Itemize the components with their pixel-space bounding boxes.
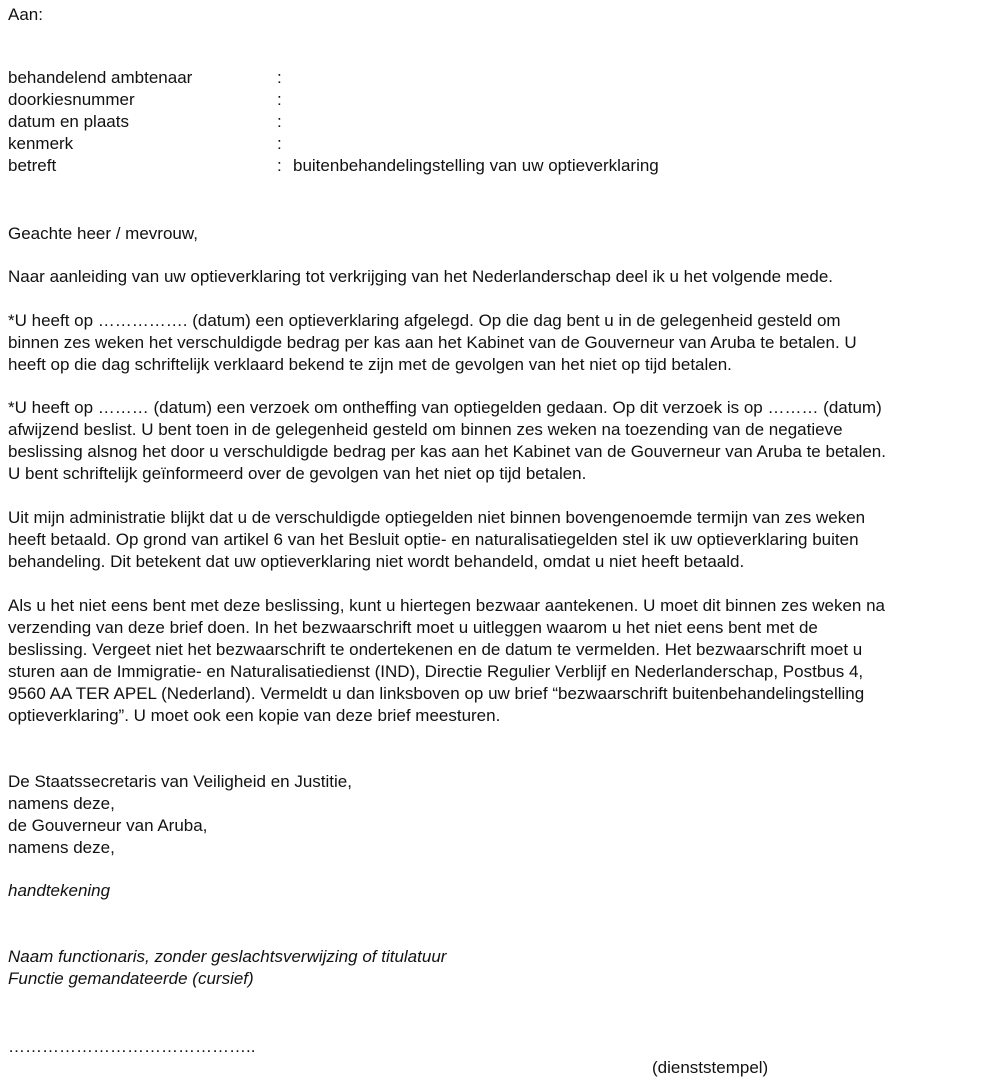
field-label: betreft bbox=[8, 156, 57, 175]
paragraph-line: *U heeft op ……………. (datum) een optieverklaring afgelegd. Op die dag bent u in de gelegenheid gesteld om bbox=[8, 311, 841, 330]
paragraph-line: verzending van deze brief doen. In het bezwaarschrift moet u uitleggen waarom u het niet eens bent met de bbox=[8, 618, 818, 637]
field-label: behandelend ambtenaar bbox=[8, 68, 193, 87]
intro-paragraph: Naar aanleiding van uw optieverklaring tot verkrijging van het Nederlanderschap deel ik u het volgende mede. bbox=[8, 267, 833, 286]
objection-paragraph bbox=[8, 595, 1000, 727]
paragraph-line: sturen aan de Immigratie- en Naturalisatiedienst (IND), Directie Regulier Verblijf en Nederlanderschap, Postbus 4, bbox=[8, 662, 864, 681]
paragraph-line: heeft op die dag schriftelijk verklaard bekend te zijn met de gevolgen van het niet op tijd betalen. bbox=[8, 355, 732, 374]
signatory-line: De Staatssecretaris van Veiligheid en Justitie, bbox=[8, 772, 352, 791]
official-name-placeholder: Naam functionaris, zonder geslachtsverwijzing of titulatuur bbox=[8, 947, 447, 966]
signatory-line: de Gouverneur van Aruba, bbox=[8, 816, 208, 835]
field-label: datum en plaats bbox=[8, 112, 129, 131]
field-colon: : bbox=[277, 90, 282, 109]
paragraph-line: behandeling. Dit betekent dat uw optieverklaring niet wordt behandeld, omdat u niet heeft betaald. bbox=[8, 552, 745, 571]
paragraph-line: Uit mijn administratie blijkt dat u de verschuldigde optiegelden niet binnen bovengenoemde termijn van zes weken bbox=[8, 508, 866, 527]
field-colon: : bbox=[277, 68, 282, 87]
salutation: Geachte heer / mevrouw, bbox=[8, 224, 198, 243]
paragraph-line: U bent schriftelijk geïnformeerd over de gevolgen van het niet op tijd betalen. bbox=[8, 464, 587, 483]
paragraph-line: heeft betaald. Op grond van artikel 6 van het Besluit optie- en naturalisatiegelden stel ik uw optieverklaring buiten bbox=[8, 530, 859, 549]
paragraph-line: beslissing alsnog het door u verschuldigde bedrag per kas aan het Kabinet van de Gouverneur van Aruba te betalen. bbox=[8, 442, 886, 461]
field-colon: : bbox=[277, 112, 282, 131]
paragraph-line: Als u het niet eens bent met deze beslissing, kunt u hiertegen bezwaar aantekenen. U moet dit binnen zes weken na bbox=[8, 596, 885, 615]
field-label: kenmerk bbox=[8, 134, 74, 153]
paragraph-line: 9560 AA TER APEL (Nederland). Vermeldt u dan linksboven op uw brief “bezwaarschrift buitenbehandelingstelling bbox=[8, 684, 865, 703]
decision-paragraph bbox=[8, 507, 1000, 573]
paragraph-line: binnen zes weken het verschuldigde bedrag per kas aan het Kabinet van de Gouverneur van Aruba te betalen. U bbox=[8, 333, 857, 352]
field-colon: : bbox=[277, 134, 282, 153]
option-a-paragraph bbox=[8, 310, 1000, 376]
signatory-line: namens deze, bbox=[8, 838, 115, 857]
paragraph-line: beslissing. Vergeet niet het bezwaarschrift te ondertekenen en de datum te vermelden. Het bezwaarschrift moet u bbox=[8, 640, 863, 659]
field-label: doorkiesnummer bbox=[8, 90, 135, 109]
signature-placeholder: handtekening bbox=[8, 881, 111, 900]
addressee-label: Aan: bbox=[8, 5, 43, 24]
paragraph-line: afwijzend beslist. U bent toen in de gelegenheid gesteld om binnen zes weken na toezending van de negatieve bbox=[8, 420, 843, 439]
paragraph-line: *U heeft op ……… (datum) een verzoek om ontheffing van optiegelden gedaan. Op dit verzoek is op ……… (datum) bbox=[8, 398, 882, 417]
signatory-line: namens deze, bbox=[8, 794, 115, 813]
option-b-paragraph bbox=[8, 397, 1000, 485]
dotted-line: …………………………………….. bbox=[8, 1037, 256, 1056]
field-colon: : bbox=[277, 156, 282, 175]
field-value: buitenbehandelingstelling van uw optieverklaring bbox=[293, 156, 659, 175]
official-function-placeholder: Functie gemandateerde (cursief) bbox=[8, 969, 254, 988]
service-stamp-label: (dienststempel) bbox=[652, 1058, 769, 1077]
paragraph-line: optieverklaring”. U moet ook een kopie van deze brief meesturen. bbox=[8, 706, 501, 725]
